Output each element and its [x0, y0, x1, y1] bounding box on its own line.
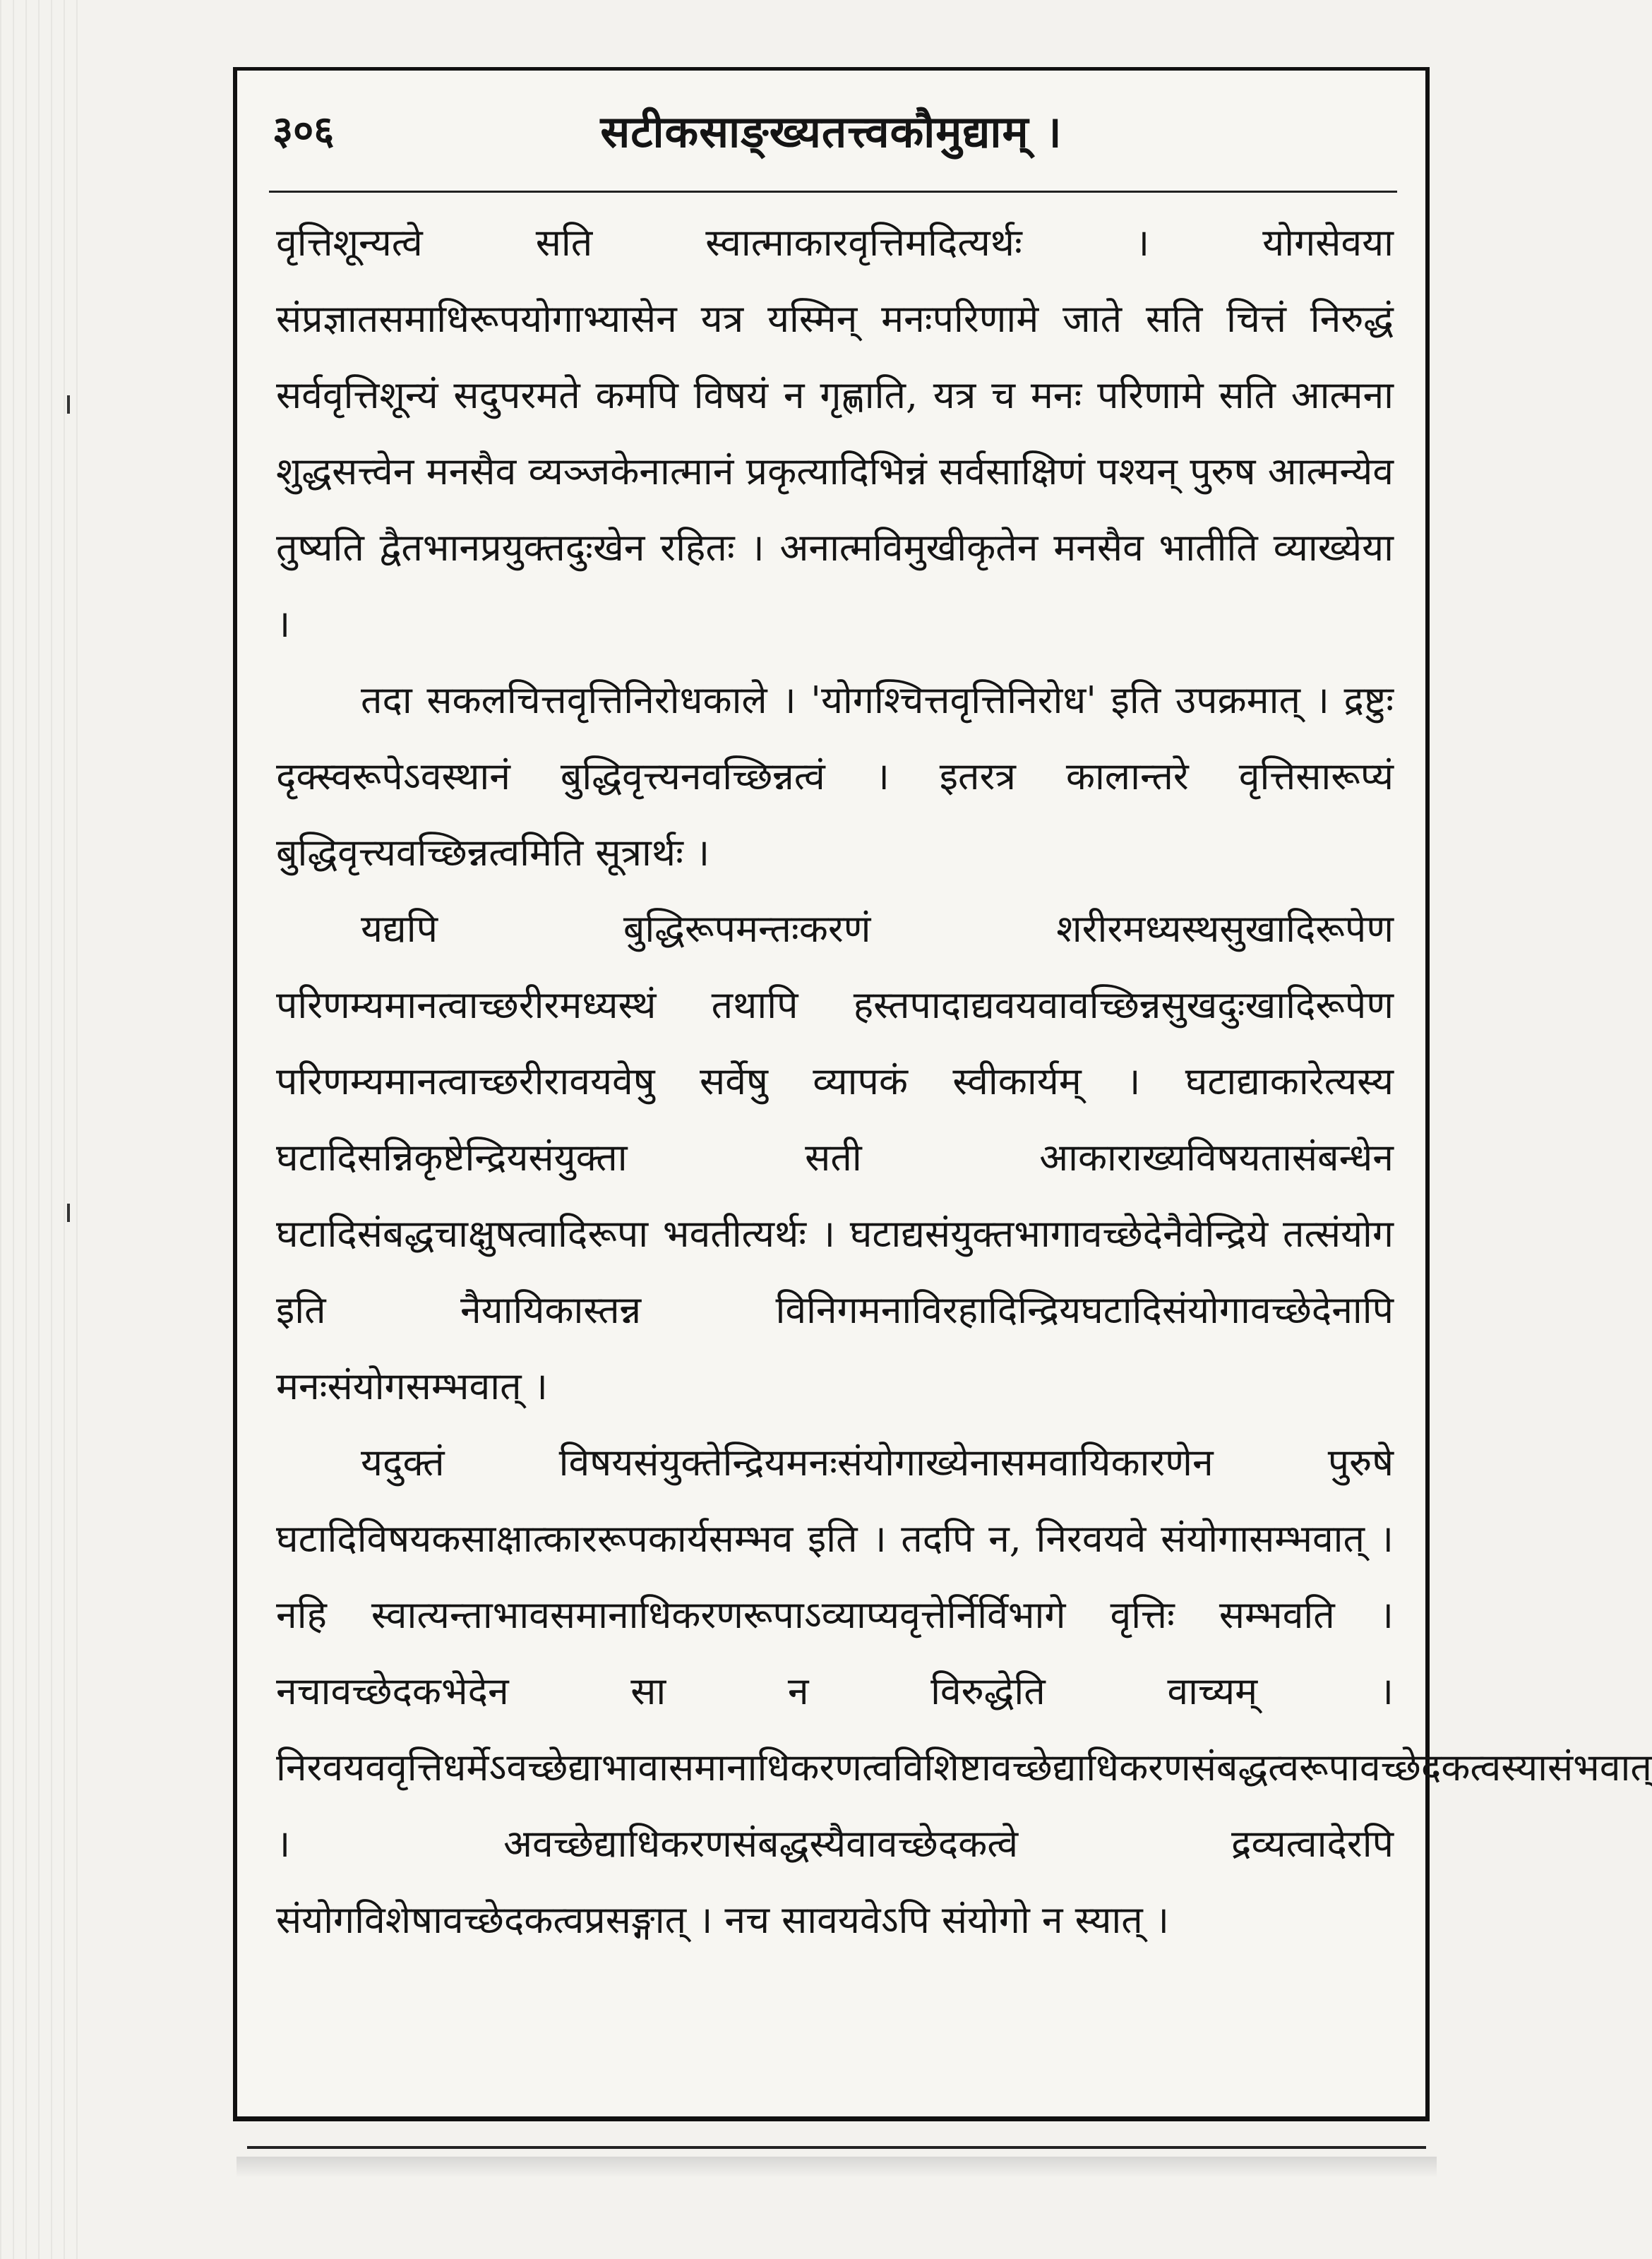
scan-mark: [67, 1204, 70, 1222]
footer-rule: [247, 2146, 1426, 2149]
body-text: [276, 205, 1652, 1958]
page-frame: [233, 67, 1652, 2121]
running-title: सटीकसाङ्ख्यतत्त्वकौमुद्याम् ।: [600, 106, 1063, 157]
paragraph: तदा सकलचित्तवृत्तिनिरोधकाले । 'योगश्चित्तवृत्तिनिरोध' इति उपक्रमात् । द्रष्टुः दृक्स्वरूपेऽवस्थानं बुद्धिवृत्त्यनवच्छिन्नत्वं । इतरत्र कालान्तरे वृत्तिसारूप्यं बुद्धिवृत्त्यवच्छिन्नत्वमिति सूत्रार्थः ।: [276, 678, 1394, 875]
paragraph: वृत्तिशून्यत्वे सति स्वात्माकारवृत्तिमदित्यर्थः । योगसेवया संप्रज्ञातसमाधिरूपयोगाभ्यासेन यत्र यस्मिन् मनःपरिणामे जाते सति चित्तं निरुद्धं सर्ववृत्तिशून्यं सदुपरमते कमपि विषयं न गृह्णाति, यत्र च मनः परिणामे सति आत्मना शुद्धसत्त्वेन मनसैव व्यञ्जकेनात्मानं प्रकृत्यादिभिन्नं सर्वसाक्षिणं पश्यन् पुरुष आत्मन्येव तुष्यति द्वैतभानप्रयुक्तदुःखेन रहितः । अनात्मविमुखीकृतेन मनसैव भातीति व्याख्येया ।: [276, 220, 1394, 646]
scan-edge: [0, 0, 85, 2259]
paragraph: यद्यपि बुद्धिरूपमन्तःकरणं शरीरमध्यस्थसुखादिरूपेण परिणम्यमानत्वाच्छरीरमध्यस्थं तथापि हस्तपादाद्यवयवावच्छिन्नसुखदुःखादिरूपेण परिणम्यमानत्वाच्छरीरावयवेषु सर्वेषु व्यापकं स्वीकार्यम् । घटाद्याकारेत्यस्य घटादिसन्निकृष्टेन्द्रियसंयुक्ता सती आकाराख्यविषयतासंबन्धेन घटादिसंबद्धचाक्षुषत्वादिरूपा भवतीत्यर्थः । घटाद्यसंयुक्तभागावच्छेदेनैवेन्द्रिये तत्संयोग इति नैयायिकास्तन्न विनिगमनाविरहादिन्द्रियघटादिसंयोगावच्छेदेनापि मनःसंयोगसम्भवात् ।: [276, 906, 1394, 1408]
header-rule: [269, 191, 1397, 193]
bottom-shadow: [237, 2157, 1437, 2178]
scan-mark: [67, 395, 70, 414]
paragraph: यदुक्तं विषयसंयुक्तेन्द्रियमनःसंयोगाख्येनासमवायिकारणेन पुरुषे घटादिविषयकसाक्षात्काररूपकार्यसम्भव इति । तदपि न, निरवयवे संयोगासम्भवात् । नहि स्वात्यन्ताभावसमानाधिकरणरूपाऽव्याप्यवृत्तेर्निर्विभागे वृत्तिः सम्भवति । नचावच्छेदकभेदेन सा न विरुद्धेति वाच्यम् । निरवयववृत्तिधर्मेऽवच्छेद्याभावासमानाधिकरणत्वविशिष्टावच्छेद्याधिकरणसंबद्धत्वरूपावच्छेदकत्वस्यासंभवात् । अवच्छेद्याधिकरणसंबद्धस्यैवावच्छेदकत्वे द्रव्यत्वादेरपि संयोगविशेषावच्छेदकत्वप्रसङ्गात् । नच सावयवेऽपि संयोगो न स्यात् ।: [276, 1440, 1652, 1942]
page-number: ३०६: [273, 107, 335, 154]
page-header: [265, 88, 1397, 173]
